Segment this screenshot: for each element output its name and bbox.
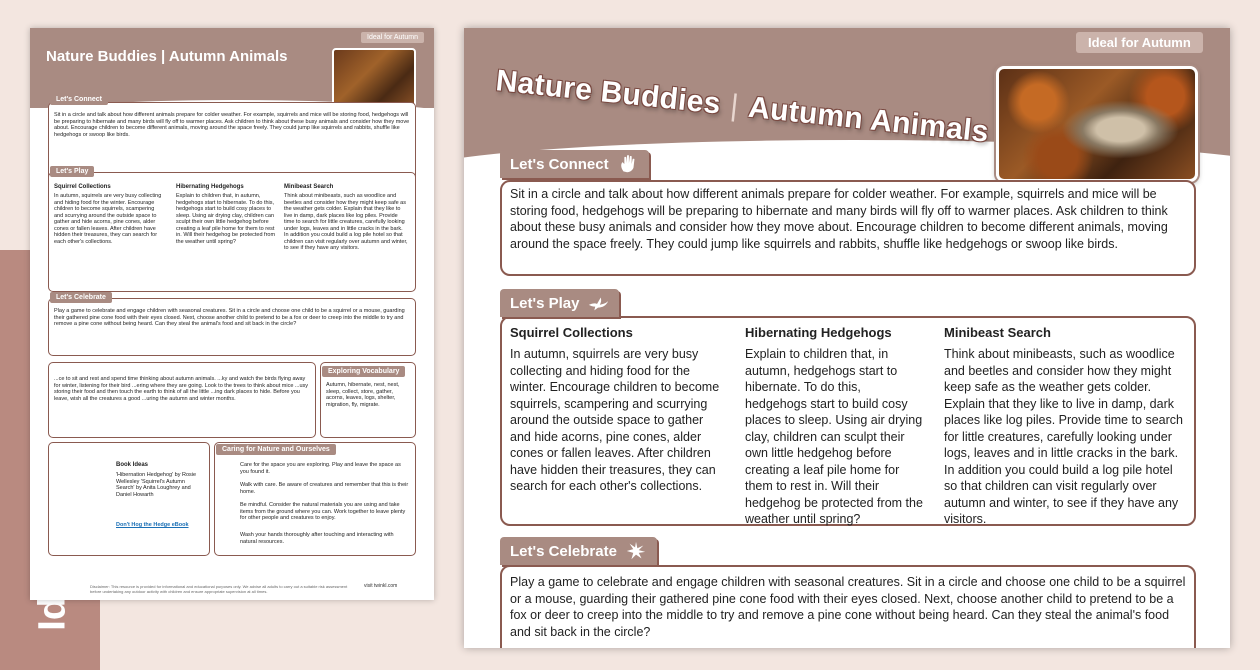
mini-col3-heading: Minibeast Search	[284, 184, 334, 190]
sparkle-icon	[625, 540, 647, 562]
col1-text: In autumn, squirrels are very busy collecting and hiding food for the winter. Encourage children to become squirrels, scampering and scurrying around the outside space to gather and hide acorns, pine cones, alder cones or fallen leaves. After children have hidden their treasures, they can search for each other's collections.	[510, 347, 720, 493]
mini-care-item: Care for the space you are exploring. Play and leave the space as you found it.	[240, 462, 401, 475]
mini-books-heading: Book Ideas	[116, 462, 149, 468]
mini-vocab-text: Autumn, hibernate, nest, nest, sleep, collect, store, gather, acorns, leaves, logs, shelter, migration, fly, migrate.	[326, 382, 400, 408]
ideal-tag: Ideal for Autumn	[1076, 32, 1203, 53]
mini-books-link[interactable]: Don't Hog the Hedge eBook	[116, 522, 189, 528]
col2-heading: Hibernating Hedgehogs	[745, 325, 892, 340]
main-page	[464, 28, 1230, 648]
mini-celebrate-text: Play a game to celebrate and engage children with seasonal creatures. Sit in a circle and choose one child to be a squirrel or a mouse, guarding their gathered pine cone food with their eyes closed. Next, choose another child to pretend to be a fox or deer to creep into the middle to try and remove a pine cone without being heard. Can they steal the animal's food and sit back in the circle?	[54, 308, 405, 327]
mini-play-label: Let's Play	[50, 166, 94, 177]
mini-connect-label: Let's Connect	[50, 94, 108, 105]
bird-icon	[587, 292, 609, 314]
mini-disclaimer: Disclaimer: This resource is provided for informational and educational purposes only. We advise all adults to carry out a suitable risk assessment before undertaking any outdoor activity with children and ensure appropriate supervision at all times.	[90, 584, 348, 594]
mini-tag: Ideal for Autumn	[361, 32, 424, 43]
play-label: Let's Play	[500, 289, 619, 317]
mini-page-preview	[30, 28, 434, 600]
title-separator: |	[728, 88, 741, 123]
mini-col3-text: Think about minibeasts, such as woodlice and beetles and consider how they might keep safe as the weather gets colder. Explain that they like to live in damp, dark places like log piles. Provide time to search for little creatures, carefully looking under logs, leaves and in little cracks in the bark. In addition you could build a log pile hotel so that children can visit regularly over autumn and winter, to see if they have any visitors.	[284, 193, 408, 251]
col3-heading: Minibeast Search	[944, 325, 1051, 340]
mini-title: Nature Buddies | Autumn Animals	[46, 48, 288, 65]
col3-text: Think about minibeasts, such as woodlice and beetles and consider how they might keep safe as the weather gets colder. Explain that they like to live in damp, dark places like log piles. Provide time to search for little creatures, carefully looking under logs, leaves and in little cracks in the bark. In addition you could build a log pile hotel so that children can visit regularly over autumn and winter, to see if they have any visitors.	[944, 347, 1184, 526]
connect-text: Sit in a circle and talk about how different animals prepare for colder weather. For example, squirrels and mice will be storing food, hedgehogs will be preparing to hibernate and many birds will fly off to warmer places. Ask children to think about these busy animals and consider how they move about. Encourage children to become different animals, moving around the space freely. They could jump like squirrels and rabbits, shuffle like hedgehogs or swoop like birds.	[510, 187, 1168, 251]
mini-col1-text: In autumn, squirrels are very busy collecting and hiding food for the winter. Encourage children to become squirrels, scampering and scurrying around the outside space to gather and hide acorns, pine cones, alder cones or fallen leaves. After children have hidden their treasures, they can search for each other's collections.	[54, 193, 162, 245]
celebrate-text: Play a game to celebrate and engage children with seasonal creatures. Sit in a circle and choose one child to be a squirrel or a mouse, guarding their gathered pine cone food with their eyes closed. Next, choose another child to pretend to be a fox or deer to creep into the middle to try and remove a pine cone without being heard. Can they steal the animal's food and sit back in the circle?	[510, 575, 1186, 639]
mini-col2-heading: Hibernating Hedgehogs	[176, 184, 244, 190]
mini-care-item: Walk with care. Be aware of creatures and remember that this is their home.	[240, 482, 409, 495]
hedgehog-photo	[996, 66, 1198, 182]
col1-heading: Squirrel Collections	[510, 325, 633, 340]
celebrate-label: Let's Celebrate	[500, 537, 657, 565]
mini-vocab-label: Exploring Vocabulary	[322, 366, 405, 377]
mini-col2-text: Explain to children that, in autumn, hedgehogs start to hibernate. To do this, hedgehogs start to build cosy places to sleep. Using air drying clay, children can sculpt their own little hedgehog before creating a leaf pile home for them to rest in. Will their hedgehog be protected from the weather until spring?	[176, 193, 276, 245]
mini-books-text: 'Hibernation Hedgehog' by Rosie Wellesley 'Squirrel's Autumn Search' by Anita Loughrey and Daniel Howarth	[116, 472, 197, 498]
mini-care-item: Wash your hands thoroughly after touching and interacting with natural resources.	[240, 532, 394, 545]
connect-label: Let's Connect	[500, 150, 649, 178]
title-right: Autumn Animals	[746, 90, 991, 149]
mini-reflect-text: ...ce to sit and rest and spend time thinking about autumn animals. ...ky and watch the birds flying away for winter, listening for their bird ...ering where they are going. Look to the trees to think about mice ...usy storing their food and then touch the earth to think of all the little ...ing dark places to hide. Before you leave, wish all the creatures a good ...uring the autumn and winter months.	[54, 376, 309, 402]
hand-icon	[617, 153, 639, 175]
mini-col1-heading: Squirrel Collections	[54, 184, 111, 190]
mini-connect-text: Sit in a circle and talk about how different animals prepare for colder weather. For example, squirrels and mice will be storing food, hedgehogs will be preparing to hibernate and many birds will fly off to warmer places. Ask children to think about these busy animals and consider how they move about. Encourage children to become different animals, moving around the space freely. They could jump like squirrels and rabbits, shuffle like hedgehogs or swoop like birds.	[54, 112, 410, 138]
col2-text: Explain to children that, in autumn, hedgehogs start to hibernate. To do this, hedgehogs start to build cosy places to sleep. Using air drying clay, children can sculpt their own little hedgehog before creating a leaf pile home for them to rest in. Will their hedgehog be protected from the weather until spring?	[745, 347, 923, 526]
mini-hedgehog-photo	[332, 48, 416, 110]
mini-url[interactable]: visit twinkl.com	[364, 583, 398, 589]
mini-care-label: Caring for Nature and Ourselves	[216, 444, 336, 455]
title-left: Nature Buddies	[494, 64, 723, 121]
mini-celebrate-label: Let's Celebrate	[50, 292, 112, 303]
mini-care-item: Be mindful. Consider the natural materials you are using and take items from the ground where you can. Work together to leave plenty for other people and creatures to enjoy.	[240, 502, 406, 521]
